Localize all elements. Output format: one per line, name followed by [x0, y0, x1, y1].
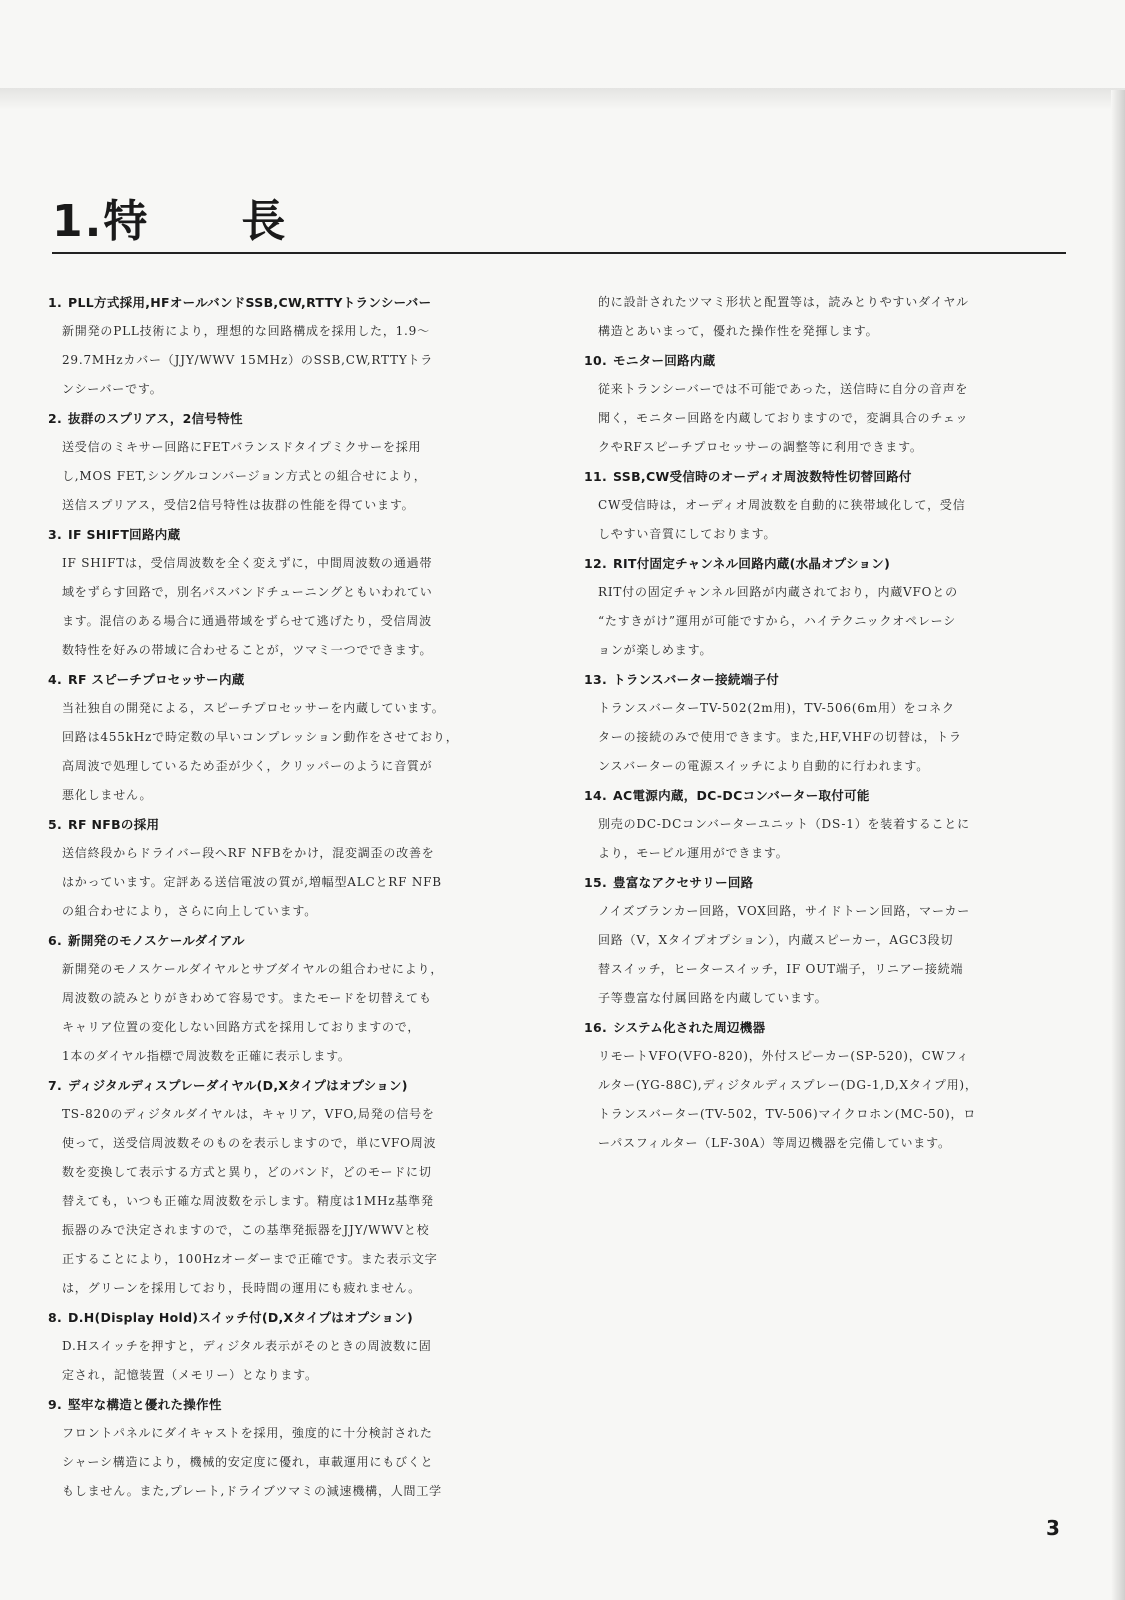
feature-number: 3. [48, 527, 63, 542]
feature-text-line: トランスバーター(TV-502，TV-506)マイクロホン(MC-50)，ロ [598, 1107, 977, 1121]
feature-number: 10. [584, 353, 608, 368]
feature-heading [48, 404, 548, 433]
feature-heading [48, 926, 548, 955]
feature-text-line: 数特性を好みの帯域に合わせることが，ツマミ一つでできます。 [62, 643, 433, 657]
feature-text-line: リモートVFO(VFO-820)，外付スピーカー(SP-520)，CWフィ [598, 1049, 970, 1063]
feature-text-line: し,MOS FET,シングルコンバージョン方式との組合せにより， [62, 469, 427, 483]
feature-text-line: “たすきがけ”運用が可能ですから，ハイテクニックオペレーシ [598, 614, 957, 628]
feature-number: 2. [48, 411, 63, 426]
feature-heading-text: トランスバーター接続端子付 [613, 672, 780, 687]
feature-text-line: ンスバーターの電源スイッチにより自動的に行われます。 [598, 759, 930, 773]
feature-item [48, 665, 548, 810]
feature-text-line: 替スイッチ，ヒータースイッチ，IF OUT端子，リニアー接続端 [598, 962, 964, 976]
feature-heading-text: 堅牢な構造と優れた操作性 [68, 1397, 222, 1412]
feature-text-line: フロントパネルにダイキャストを採用，強度的に十分検討された [62, 1426, 433, 1440]
feature-text-line: ンシーバーです。 [62, 382, 163, 396]
feature-heading-text: RIT付固定チャンネル回路内蔵(水晶オプション) [613, 556, 891, 571]
feature-heading [48, 665, 548, 694]
feature-text-line: 使って，送受信周波数そのものを表示しますので，単にVFO周波 [62, 1136, 437, 1150]
scan-edge-shadow [0, 88, 1125, 110]
title-rule [52, 252, 1066, 254]
feature-item [584, 868, 1074, 1013]
feature-number: 7. [48, 1078, 63, 1093]
feature-item [584, 781, 1074, 868]
feature-text-line: 構造とあいまって，優れた操作性を発揮します。 [598, 324, 879, 338]
scan-right-edge [1111, 90, 1125, 1600]
feature-heading [584, 462, 1074, 491]
feature-text-line: ターの接続のみで使用できます。また,HF,VHFの切替は，トラ [598, 730, 962, 744]
feature-heading-text: D.H(Display Hold)スイッチ付(D,Xタイプはオプション) [68, 1310, 413, 1325]
feature-text-line: 聞く，モニター回路を内蔵しておりますので，変調具合のチェッ [598, 411, 969, 425]
feature-item [48, 926, 548, 1071]
feature-text-line: の組合わせにより，さらに向上しています。 [62, 904, 318, 918]
feature-heading-text: SSB,CW受信時のオーディオ周波数特性切替回路付 [613, 469, 912, 484]
feature-heading-text: 抜群のスプリアス，2信号特性 [68, 411, 243, 426]
feature-text-line: 従来トランシーバーでは不可能であった，送信時に自分の音声を [598, 382, 969, 396]
feature-number: 9. [48, 1397, 63, 1412]
right-column [584, 288, 1074, 1158]
feature-heading [48, 810, 548, 839]
feature-item [48, 1390, 548, 1506]
feature-text-line: 替えても，いつも正確な周波数を示します。精度は1MHz基準発 [62, 1194, 434, 1208]
feature-item [584, 346, 1074, 462]
feature-number: 5. [48, 817, 63, 832]
feature-heading [584, 346, 1074, 375]
feature-heading [584, 665, 1074, 694]
feature-text-line: キャリア位置の変化しない回路方式を採用しておりますので， [62, 1020, 421, 1034]
feature-heading [48, 520, 548, 549]
feature-text-line: トランスバーターTV-502(2m用)，TV-506(6m用）をコネク [598, 701, 955, 715]
feature-heading-text: システム化された周辺機器 [613, 1020, 766, 1035]
feature-text-line: 域をずらす回路で，別名パスバンドチューニングともいわれてい [62, 585, 433, 599]
feature-text-line: 29.7MHzカバー（JJY/WWV 15MHz）のSSB,CW,RTTYトラ [62, 353, 434, 367]
feature-number: 14. [584, 788, 608, 803]
feature-number: 4. [48, 672, 63, 687]
feature-text-line: より，モービル運用ができます。 [598, 846, 789, 860]
feature-item [584, 549, 1074, 665]
feature-text-line: 新開発のPLL技術により，理想的な回路構成を採用した，1.9〜 [62, 324, 430, 338]
feature-item [48, 520, 548, 665]
page-title: 1.特 長 [52, 196, 288, 247]
feature-heading-text: PLL方式採用,HFオールバンドSSB,CW,RTTYトランシーバー [68, 295, 432, 310]
feature-text-line: 回路（V，Xタイプオプション），内蔵スピーカー，AGC3段切 [598, 933, 954, 947]
feature-text-line: 新開発のモノスケールダイヤルとサブダイヤルの組合わせにより， [62, 962, 444, 976]
feature-heading-text: RF NFBの採用 [68, 817, 160, 832]
feature-text-line: 正することにより，100Hzオーダーまで正確です。また表示文字 [62, 1252, 438, 1266]
feature-heading [48, 1390, 548, 1419]
feature-heading-text: AC電源内蔵，DC-DCコンバーター取付可能 [613, 788, 870, 803]
feature-text-line: ーパスフィルター（LF-30A）等周辺機器を完備しています。 [598, 1136, 951, 1150]
feature-heading-text: ディジタルディスプレーダイヤル(D,Xタイプはオプション) [68, 1078, 408, 1093]
feature-text-line: しやすい音質にしております。 [598, 527, 777, 541]
feature-text-line: ノイズブランカー回路，VOX回路，サイドトーン回路，マーカー [598, 904, 971, 918]
feature-item [584, 462, 1074, 549]
feature-number: 12. [584, 556, 608, 571]
feature-text-line: 子等豊富な付属回路を内蔵しています。 [598, 991, 828, 1005]
feature-text-line: CW受信時は，オーディオ周波数を自動的に狭帯域化して，受信 [598, 498, 966, 512]
feature-text-line: 1本のダイヤル指標で周波数を正確に表示します。 [62, 1049, 351, 1063]
feature-text-line: 当社独自の開発による，スピーチプロセッサーを内蔵しています。 [62, 701, 445, 715]
feature-item [48, 1071, 548, 1303]
feature-text-line: もしません。また,プレート,ドライブツマミの減速機構，人間工学 [62, 1484, 442, 1498]
feature-text-line: RIT付の固定チャンネル回路が内蔵されており，内蔵VFOとの [598, 585, 958, 599]
feature-text-line: 別売のDC-DCコンバーターユニット（DS-1）を装着することに [598, 817, 970, 831]
feature-number: 13. [584, 672, 608, 687]
feature-text-line: 送受信のミキサー回路にFETバランスドタイプミクサーを採用 [62, 440, 422, 454]
feature-item [48, 288, 548, 404]
feature-text-line: 振器のみで決定されますので，この基準発振器をJJY/WWVと校 [62, 1223, 430, 1237]
feature-text-line: クやRFスピーチプロセッサーの調整等に利用できます。 [598, 440, 923, 454]
left-column [48, 288, 548, 1506]
page-number: 3 [1046, 1516, 1060, 1540]
feature-item [48, 404, 548, 520]
feature-item [584, 1013, 1074, 1158]
feature-heading-text: RF スピーチプロセッサー内蔵 [68, 672, 245, 687]
feature-heading-text: 豊富なアクセサリー回路 [613, 875, 754, 890]
feature-number: 8. [48, 1310, 63, 1325]
feature-text-line: はかっています。定評ある送信電波の質が,増幅型ALCとRF NFB [62, 875, 442, 889]
feature-text-line: ルター(YG-88C),ディジタルディスプレー(DG-1,D,Xタイプ用)， [598, 1078, 978, 1092]
feature-number: 6. [48, 933, 63, 948]
feature-text-line: 送信スプリアス，受信2信号特性は抜群の性能を得ています。 [62, 498, 415, 512]
feature-heading [48, 288, 548, 317]
feature-heading [584, 781, 1074, 810]
feature-text-line: 回路は455kHzで時定数の早いコンプレッション動作をさせており， [62, 730, 459, 744]
feature-text-line: D.Hスイッチを押すと，ディジタル表示がそのときの周波数に固 [62, 1339, 432, 1353]
feature-text-line: シャーシ構造により，機械的安定度に優れ，車載運用にもびくと [62, 1455, 434, 1469]
feature-item [584, 665, 1074, 781]
feature-number: 1. [48, 295, 63, 310]
feature-item [48, 1303, 548, 1390]
feature-heading [584, 1013, 1074, 1042]
feature-text-line: IF SHIFTは，受信周波数を全く変えずに，中間周波数の通過帯 [62, 556, 433, 570]
feature-text-line: は，グリーンを採用しており，長時間の運用にも疲れません。 [62, 1281, 421, 1295]
feature-heading-text: モニター回路内蔵 [613, 353, 716, 368]
feature-text-line: 送信終段からドライバー段へRF NFBをかけ，混変調歪の改善を [62, 846, 435, 860]
feature-heading [48, 1071, 548, 1100]
feature-number: 16. [584, 1020, 608, 1035]
feature-text-line: 周波数の読みとりがきわめて容易です。またモードを切替えても [62, 991, 432, 1005]
feature-text-line: ョンが楽しめます。 [598, 643, 713, 657]
feature-item [48, 810, 548, 926]
feature-text-line: 的に設計されたツマミ形状と配置等は，読みとりやすいダイヤル [598, 295, 969, 309]
feature-text-line: 悪化しません。 [62, 788, 153, 802]
feature-text-line: 数を変換して表示する方式と異り，どのバンド，どのモードに切 [62, 1165, 432, 1179]
feature-heading [48, 1303, 548, 1332]
feature-item [584, 288, 1074, 346]
feature-heading [584, 549, 1074, 578]
feature-number: 11. [584, 469, 608, 484]
feature-text-line: 定され，記憶装置（メモリー）となります。 [62, 1368, 318, 1382]
feature-text-line: TS-820のディジタルダイヤルは，キャリア，VFO,局発の信号を [62, 1107, 435, 1121]
feature-text-line: ます。混信のある場合に通過帯域をずらせて逃げたり，受信周波 [62, 614, 432, 628]
feature-number: 15. [584, 875, 608, 890]
feature-heading-text: IF SHIFT回路内蔵 [68, 527, 181, 542]
feature-heading-text: 新開発のモノスケールダイアル [68, 933, 245, 948]
feature-text-line: 高周波で処理しているため歪が少く，クリッパーのように音質が [62, 759, 433, 773]
feature-heading [584, 868, 1074, 897]
